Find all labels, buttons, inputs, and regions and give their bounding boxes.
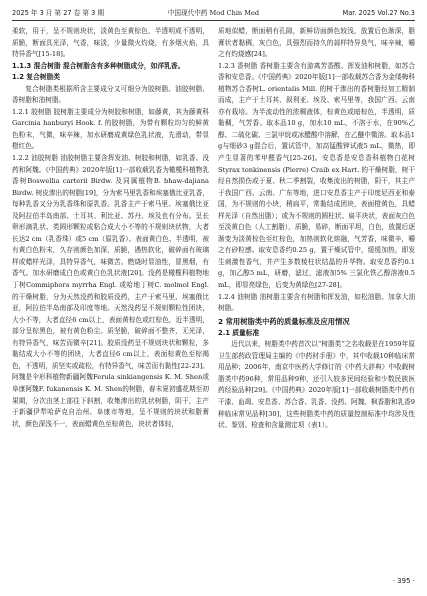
left-column xyxy=(12,26,209,568)
paragraph: 1.2.2 油胶树脂 油胶树脂主要含挥发油、树胶和树脂，如乳香、没药和阿魏。《中国药典》2020年版[1]一部收载乳香为橄榄科植物乳香树Boswellia carterii Birdw. 及同属植物B. bhaw-dajiana Birdw. 树皮渗出的树脂[19]，分为索马里乳香和埃塞俄比亚乳香，每种乳香又分为乳香珠和原乳香。乳香主产于索马里、埃塞俄比亚及阿拉伯半岛南部、土耳其、利比亚、苏丹、埃及也有分布。呈长卵形滴乳状、类圆形颗粒或粘合成大小不等的不规则块状物，大者长达2 cm（乳香珠）或5 cm（原乳香）。表面黄白色、半透明，被有黄白色粉末，久存则颜色加深，质脆，遇热软化，破碎面有玻璃样或蜡样光泽，具特异香气，味微苦。燃烧时显油性，冒黑烟，有香气。加水研磨成白色或黄白色乳状液[20]。没药是橄榄科植物地丁树Commiphora myrrha Engl. 或哈地丁树C. molmol Engl. 的干燥树脂，分为天然没药和胶质没药，主产于索马里、埃塞俄比亚，阿拉伯半岛南部及印度等地。天然没药呈不规则颗粒性团块，大小不等，大者直径6 cm以上，表面黄棕色或红棕色，近半透明，部分呈棕黑色，被有黄色粉尘。质坚脆，破碎面不整齐，无光泽，有特异香气，味苦而微辛[21]。胶质没药呈不规则块状和颗粒，多黏结成大小不等的团块，大者直径6 cm以上，表面棕黄色至棕褐色，不透明，质坚实或疏松，有特异香气，味苦而有黏性[22-23]。阿魏是伞形科植物新疆阿魏Ferula sinkiangensis K. M. Shen或阜康阿魏F. fukanensis K. M. Shen的树脂，春末夏初盛花期至初果期，分次由茎上部往下斜割，收集渗出的乳状树脂，阴干，主产于新疆伊犁哈萨克自治州、阜康市等地，呈不规则的块状和脂膏状，颜色深浅不一，表面蜡黄色至棕黄色，块状者体轻， xyxy=(12,154,209,428)
paragraph: 1.2.1 胶树脂 胶树脂主要成分为树胶和树脂，如藤黄，其为藤黄科Garcinia hanburyi Hook. f. 的胶树脂，为带有颗粒均匀的鲜黄色粉末，气微，味辛辣，加水研磨成黄绿色乳状液，先滑动，带显橙红色。 xyxy=(12,107,209,151)
header-journal-name: 中国现代中药 Mod Chin Med xyxy=(167,9,260,17)
header-issue-info: 2025 年 3 月 第 27 卷 第 3 期 xyxy=(12,9,104,17)
paragraph: 柔软，用于，呈不规则块状，淡黄色至黄棕色，半透明或不透明，质脆，断面具光泽，气香，味淡，少量微火灼烧，有多烟火焰，具特异香气[15-18]。 xyxy=(12,27,209,59)
section-heading: 2.1 质量标准 xyxy=(218,328,260,337)
right-column xyxy=(218,26,415,568)
section-heading: 2 常用树脂类中药的质量标准及应用情况 xyxy=(218,316,350,326)
running-header xyxy=(12,6,415,21)
header-issue-info-en: Mar. 2025 Vol.27 No.3 xyxy=(342,9,415,17)
section-heading: 1.1.3 混合树脂 混合树脂含有多种树脂成分，如洋乳香。 xyxy=(12,61,185,70)
paragraph: 复合树脂类根据所含主要成分又可细分为胶树脂、油胶树脂、香树脂和油树脂。 xyxy=(12,84,209,105)
paragraph: 近代以来，树脂类中药首次以“树脂类”之名收载是在1959年原卫生部药政管理局主编的《中药材手册》中，其中收载10种临床常用品种；2006年，南京中医药大学修订的《中药大辞典》中收载树脂类中药96种，常用品种9种，还引入较多民间经验和少数民族医药经验品种[29]。《中国药典》2020年版[1]一部收载树脂类中药有干漆、血竭、安息香、苏合香、乳香、没药、阿魏、枫香脂和乳香9种临床常见品种[30]，这些树脂类中药的质量控制标准中均涉及性状、鉴别、检查和含量测定项（表1）。 xyxy=(218,340,415,430)
paragraph: 质地似蜡，断面稍有孔隙，新鲜切面颜色较浅，放置后色渐深，脂膏状者黏稠，灰白色，具强烈而持久的蒜样特异臭气，味辛辣，嚼之有灼烧感[24]。 xyxy=(218,27,415,59)
paragraph: 1.2.4 油树脂 油树脂主要含有树脂和挥发油，如松油脂、加拿大油树脂。 xyxy=(218,292,415,313)
section-heading: 1.2 复合树脂类 xyxy=(12,73,61,82)
paragraph: 1.2.3 香树脂 香树脂主要含有游离芳香酸、挥发油和树脂，如苏合香和安息香。《中国药典》2020年版[1]一部收载苏合香为金缕梅科植物苏合香树L. orientalis Mill. 的树干渗出的香树脂经加工精制而成，主产于土耳其、叙利亚、埃及、索马里等，我国广西、云南亦有栽培。为半流动性的浓稠液体，棕黄色或暗棕色，半透明，质黏稠，气芳香。取本品10 g，加水10 mL，不溶于水，在90%乙醇、二硫化碳、三氯甲烷或冰醋酸中溶解，在乙醚中微溶。取本品1 g与细砂3 g混合后，置试管中，加高锰酸钾试液5 mL，微热，即产生显著的苯甲醛香气[25-26]。安息香是安息香科植物白花树Styrax tonkinensis (Pierre) Craib ex Hart. 的干燥树脂，树干经自然损伤或于夏、秋二季割裂，收集流出的树脂，阴干，其主产于我国广西、云南、广东等地，进口安息香主产于印度尼西亚和泰国，为不规则的小块，稍扁平，常黏结成团块，表面橙黄色，具蜡样光泽（自然出脂）；或为不规则的圆柱状、扁平块状，表面灰白色至淡黄白色（人工割脂），质脆，易碎，断面平坦，白色，放置后逐渐变为淡黄棕色至红棕色，加热则软化熔融，气芳香，味微辛，嚼之有砂粒感。取安息香约0.25 g，置干燥试管中，缓缓加热，即发生刺激性香气，并产生多数棱柱状结晶的升华物。取安息香约0.1 g，加乙醇5 mL，研磨，滤过，滤液加5% 三氯化铁乙醇溶液0.5 mL，即显亮绿色，后变为黄绿色[27-28]。 xyxy=(218,61,415,290)
page-number: · 395 · xyxy=(392,577,415,585)
